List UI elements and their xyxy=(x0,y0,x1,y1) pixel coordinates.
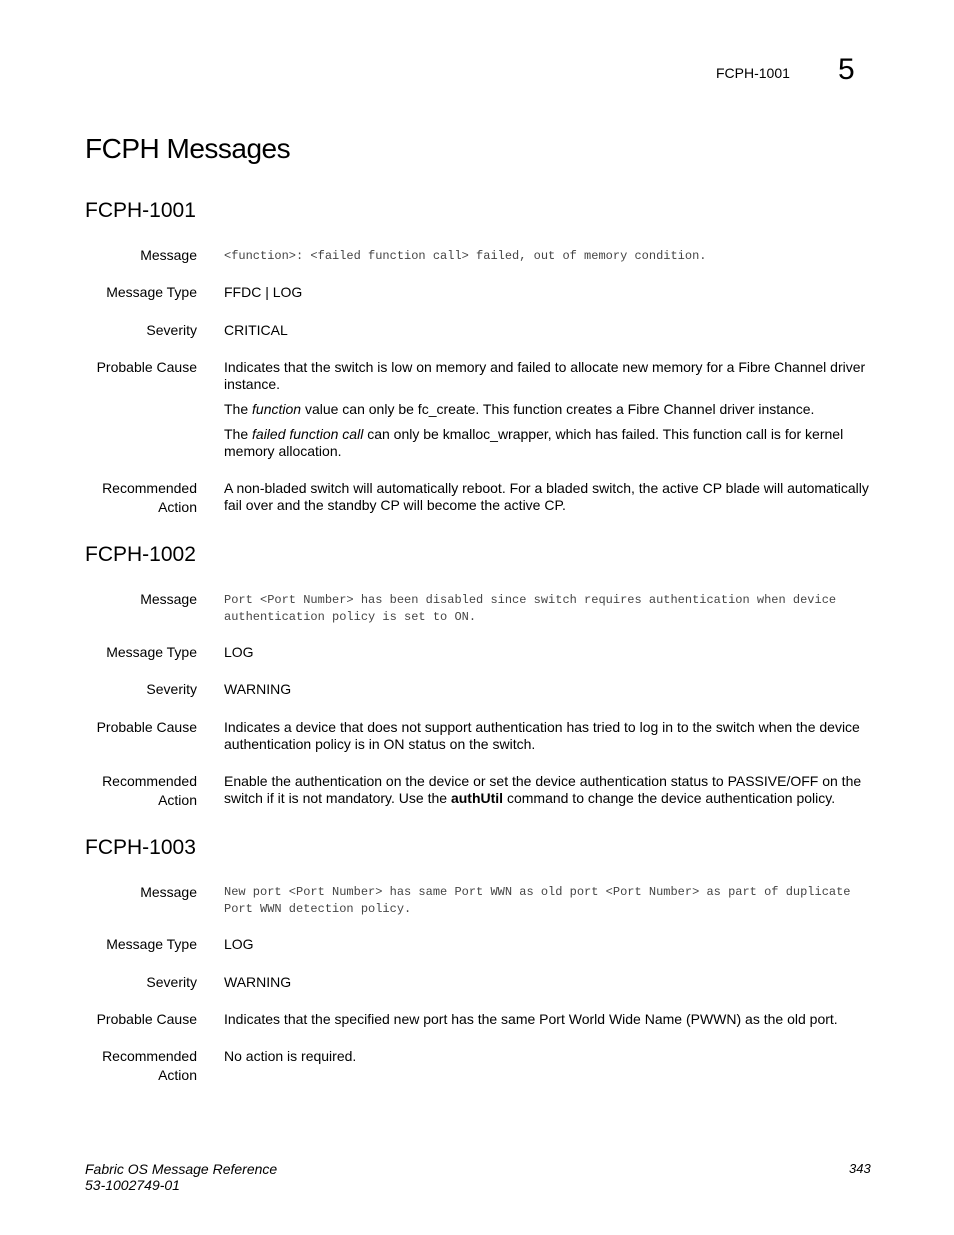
probable-cause-label: Probable Cause xyxy=(96,1011,197,1027)
probable-cause-label: Probable Cause xyxy=(96,719,197,735)
page-number: 343 xyxy=(849,1161,871,1176)
message-type-value: FFDC | LOG xyxy=(224,284,303,300)
message-label: Message xyxy=(140,884,197,900)
recommended-action-text: No action is required. xyxy=(224,1048,357,1064)
page-title: FCPH Messages xyxy=(85,133,291,164)
section-title-fcph-1002: FCPH-1002 xyxy=(85,543,196,566)
cause-paragraph: The failed function call can only be kmalloc_wrapper, which has failed. This function call is for kernel memory allocation. xyxy=(224,426,844,459)
recommended-action-label: Recommended Action xyxy=(102,1048,197,1083)
severity-label: Severity xyxy=(146,322,197,338)
probable-cause-text: Indicates that the specified new port has the same Port World Wide Name (PWWN) as the old port. xyxy=(224,1011,838,1027)
severity-value: WARNING xyxy=(224,681,292,697)
message-type-label: Message Type xyxy=(106,936,197,952)
message-text: <function>: <failed function call> failed, out of memory condition. xyxy=(224,249,707,263)
running-header-message-id: FCPH-1001 xyxy=(716,65,790,81)
severity-value: WARNING xyxy=(224,974,292,990)
recommended-action-text: Enable the authentication on the device or set the device authentication status to PASSIVE/OFF on the switch if it is not mandatory. Use the authUtil command to change the device authentication policy. xyxy=(224,773,862,806)
message-text: Port <Port Number> has been disabled since switch requires authentication when device authentication policy is set to ON. xyxy=(224,593,837,624)
emphasis-function: function xyxy=(252,401,302,417)
recommended-action-label: Recommended Action xyxy=(102,480,197,515)
command-authutil: authUtil xyxy=(450,790,504,806)
cause-paragraph: Indicates that the switch is low on memory and failed to allocate new memory for a Fibre Channel driver instance. xyxy=(224,359,866,392)
severity-label: Severity xyxy=(146,974,197,990)
severity-label: Severity xyxy=(146,681,197,697)
footer-document-title: Fabric OS Message Reference xyxy=(85,1161,278,1177)
message-label: Message xyxy=(140,247,197,263)
message-text: New port <Port Number> has same Port WWN as old port <Port Number> as part of duplicate Port WWN detection policy. xyxy=(224,885,851,916)
message-label: Message xyxy=(140,591,197,607)
probable-cause-text xyxy=(224,359,874,468)
severity-value: CRITICAL xyxy=(224,322,288,338)
recommended-action-label: Recommended Action xyxy=(102,773,197,808)
footer-document-number: 53-1002749-01 xyxy=(85,1177,180,1193)
emphasis-failed-function-call: failed function call xyxy=(252,426,364,442)
section-title-fcph-1003: FCPH-1003 xyxy=(85,836,196,859)
recommended-action-text: A non-bladed switch will automatically reboot. For a bladed switch, the active CP blade will automatically fail over and the standby CP will become the active CP. xyxy=(224,480,869,513)
section-title-fcph-1001: FCPH-1001 xyxy=(85,199,196,222)
probable-cause-label: Probable Cause xyxy=(96,359,197,375)
message-type-value: LOG xyxy=(224,936,254,952)
cause-paragraph: The function value can only be fc_create. This function creates a Fibre Channel driver instance. xyxy=(224,401,815,417)
message-type-value: LOG xyxy=(224,644,254,660)
message-type-label: Message Type xyxy=(106,284,197,300)
probable-cause-text: Indicates a device that does not support authentication has tried to log in to the switch when the device authentication policy is in ON status on the switch. xyxy=(224,719,860,752)
message-type-label: Message Type xyxy=(106,644,197,660)
chapter-number: 5 xyxy=(838,53,855,86)
